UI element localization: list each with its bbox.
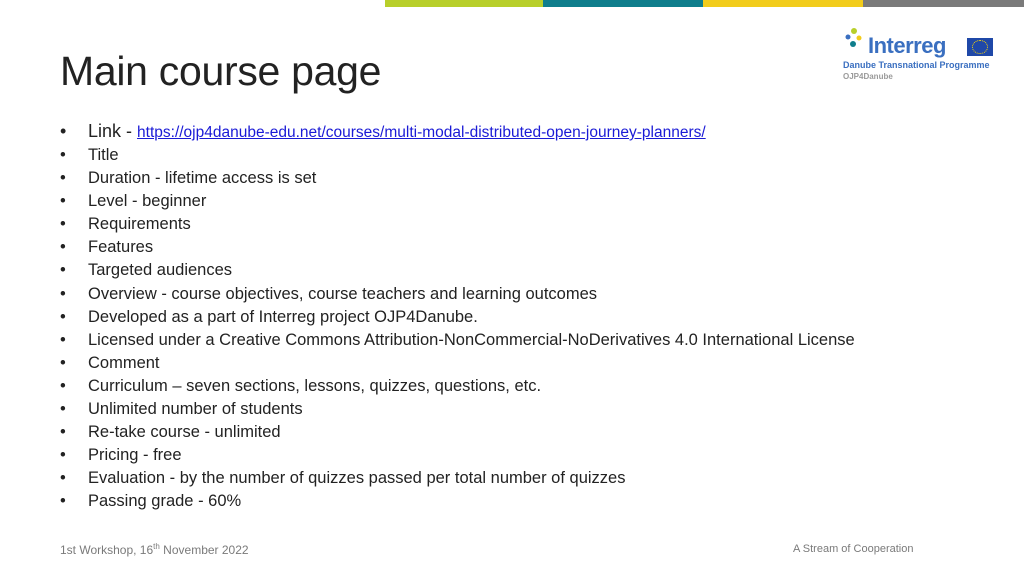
footer-workshop-date: [60, 542, 249, 557]
list-item: [60, 398, 855, 421]
list-item-text: Title: [88, 146, 119, 164]
list-item-text: Comment: [88, 353, 160, 372]
bullet-icon: •: [60, 121, 67, 141]
bullet-icon: •: [60, 169, 66, 188]
bullet-icon: •: [60, 307, 66, 326]
bullet-icon: •: [60, 261, 66, 280]
color-bar-segment-grey: [863, 0, 1024, 7]
footer-left-sup: th: [153, 542, 160, 551]
list-item-text: Licensed under a Creative Commons Attribution-NonCommercial-NoDerivatives 4.0 International License: [88, 330, 855, 349]
interreg-logo: [842, 24, 996, 84]
list-item: [60, 306, 855, 329]
list-item: [60, 490, 855, 513]
list-item: [60, 213, 855, 236]
list-item-text: Evaluation - by the number of quizzes passed per total number of quizzes: [88, 469, 626, 488]
bullet-icon: •: [60, 192, 66, 211]
list-item: [60, 421, 855, 444]
list-item: [60, 375, 855, 398]
list-item: [60, 144, 855, 167]
bullet-icon: •: [60, 146, 66, 164]
bullet-icon: •: [60, 469, 66, 488]
eu-flag-icon: [967, 38, 993, 56]
bullet-icon: •: [60, 446, 66, 465]
page-title: Main course page: [60, 48, 382, 94]
list-item: [60, 283, 855, 306]
footer-left-prefix: 1st Workshop, 16: [60, 543, 154, 557]
bullet-icon: •: [60, 215, 66, 234]
bullet-icon: •: [60, 284, 66, 303]
color-bar-segment-teal: [543, 0, 703, 7]
color-bar-segment-yellow: [703, 0, 863, 7]
list-item-text: Re-take course - unlimited: [88, 423, 281, 442]
bullet-icon: •: [60, 353, 66, 372]
interreg-emblem-icon: [842, 26, 868, 56]
list-item: [60, 467, 855, 490]
color-bar-segment-green: [385, 0, 543, 7]
list-item-text: Duration - lifetime access is set: [88, 169, 317, 188]
bullet-icon: •: [60, 330, 66, 349]
bullet-icon: •: [60, 238, 66, 257]
link-label: Link -: [88, 121, 138, 141]
list-item: [60, 167, 855, 190]
list-item: [60, 190, 855, 213]
list-item-text: Features: [88, 238, 154, 257]
list-item: [60, 352, 855, 375]
list-item: [60, 236, 855, 259]
list-item-text: Developed as a part of Interreg project OJP4Danube.: [88, 307, 478, 326]
footer-tagline: A Stream of Cooperation: [793, 543, 914, 555]
list-item-text: Pricing - free: [88, 446, 182, 465]
course-link[interactable]: https://ojp4danube-edu.net/courses/multi-modal-distributed-open-journey-planners/: [137, 124, 706, 141]
bullet-icon: •: [60, 400, 66, 419]
logo-project: OJP4Danube: [843, 72, 893, 81]
bullet-icon: •: [60, 376, 66, 395]
list-item-text: Targeted audiences: [88, 261, 233, 280]
list-item-text: Requirements: [88, 215, 191, 234]
list-item-text: Unlimited number of students: [88, 400, 303, 419]
bullet-icon: •: [60, 492, 66, 511]
list-item: [60, 329, 855, 352]
list-item-text: Overview - course objectives, course teachers and learning outcomes: [88, 284, 597, 303]
bullet-list: [60, 120, 855, 514]
list-item: [60, 259, 855, 282]
list-item: [60, 444, 855, 467]
footer-left-suffix: November 2022: [159, 543, 249, 557]
list-item-link: [60, 120, 855, 144]
bullet-icon: •: [60, 423, 66, 442]
list-item-text: Passing grade - 60%: [88, 492, 242, 511]
logo-programme: Danube Transnational Programme: [843, 60, 990, 70]
list-item-text: Level - beginner: [88, 192, 207, 211]
top-color-bar: [385, 0, 1024, 7]
logo-wordmark: Interreg: [868, 33, 946, 58]
list-item-text: Curriculum – seven sections, lessons, quizzes, questions, etc.: [88, 376, 542, 395]
